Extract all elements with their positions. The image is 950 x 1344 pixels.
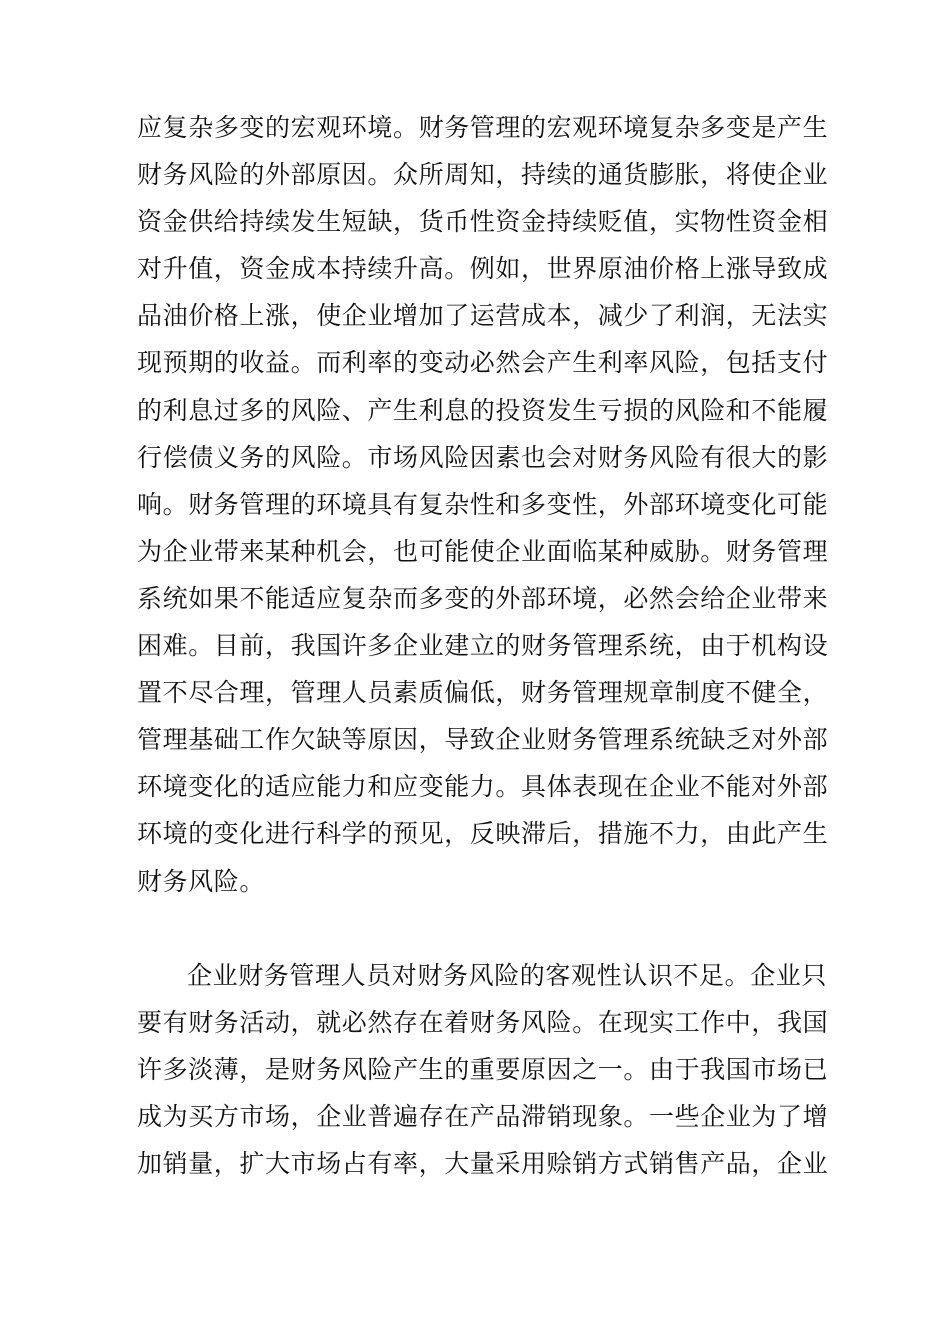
text-line: 财务风险。: [137, 866, 266, 896]
text-line: 成为买方市场，企业普遍存在产品滞销现象。一些企业为了增: [137, 1102, 829, 1132]
text-line: 要有财务活动，就必然存在着财务风险。在现实工作中，我国: [137, 1008, 829, 1038]
text-line-indented: 企业财务管理人员对财务风险的客观性认识不足。企业只: [187, 961, 828, 990]
text-line: 为企业带来某种机会，也可能使企业面临某种威胁。财务管理: [137, 536, 829, 566]
text-line: 环境的变化进行科学的预见，反映滞后，措施不力，由此产生: [137, 819, 829, 849]
text-line: 困难。目前，我国许多企业建立的财务管理系统，由于机构设: [137, 631, 829, 661]
text-line: 环境变化的适应能力和应变能力。具体表现在企业不能对外部: [137, 772, 829, 802]
text-line: 对升值，资金成本持续升高。例如，世界原油价格上涨导致成: [137, 254, 829, 284]
text-line: 现预期的收益。而利率的变动必然会产生利率风险，包括支付: [137, 348, 829, 378]
text-line: 应复杂多变的宏观环境。财务管理的宏观环境复杂多变是产生: [137, 113, 829, 142]
text-line: 加销量，扩大市场占有率，大量采用赊销方式销售产品，企业: [137, 1149, 829, 1179]
text-line: 置不尽合理，管理人员素质偏低，财务管理规章制度不健全，: [137, 678, 829, 708]
text-line: 系统如果不能适应复杂而多变的外部环境，必然会给企业带来: [137, 583, 829, 613]
text-line: 行偿债义务的风险。市场风险因素也会对财务风险有很大的影: [137, 442, 829, 472]
paragraph-risk-awareness: [137, 952, 827, 1187]
text-line: 的利息过多的风险、产生利息的投资发生亏损的风险和不能履: [137, 395, 829, 425]
text-line: 许多淡薄，是财务风险产生的重要原因之一。由于我国市场已: [137, 1055, 829, 1085]
text-line: 资金供给持续发生短缺，货币性资金持续贬值，实物性资金相: [137, 207, 829, 237]
text-line: 管理基础工作欠缺等原因，导致企业财务管理系统缺乏对外部: [137, 725, 829, 755]
paragraph-macro-environment: [137, 104, 827, 905]
text-line: 财务风险的外部原因。众所周知，持续的通货膨胀，将使企业: [137, 160, 829, 190]
text-line: 响。财务管理的环境具有复杂性和多变性，外部环境变化可能: [137, 489, 829, 519]
text-line: 品油价格上涨，使企业增加了运营成本，减少了利润，无法实: [137, 301, 829, 331]
